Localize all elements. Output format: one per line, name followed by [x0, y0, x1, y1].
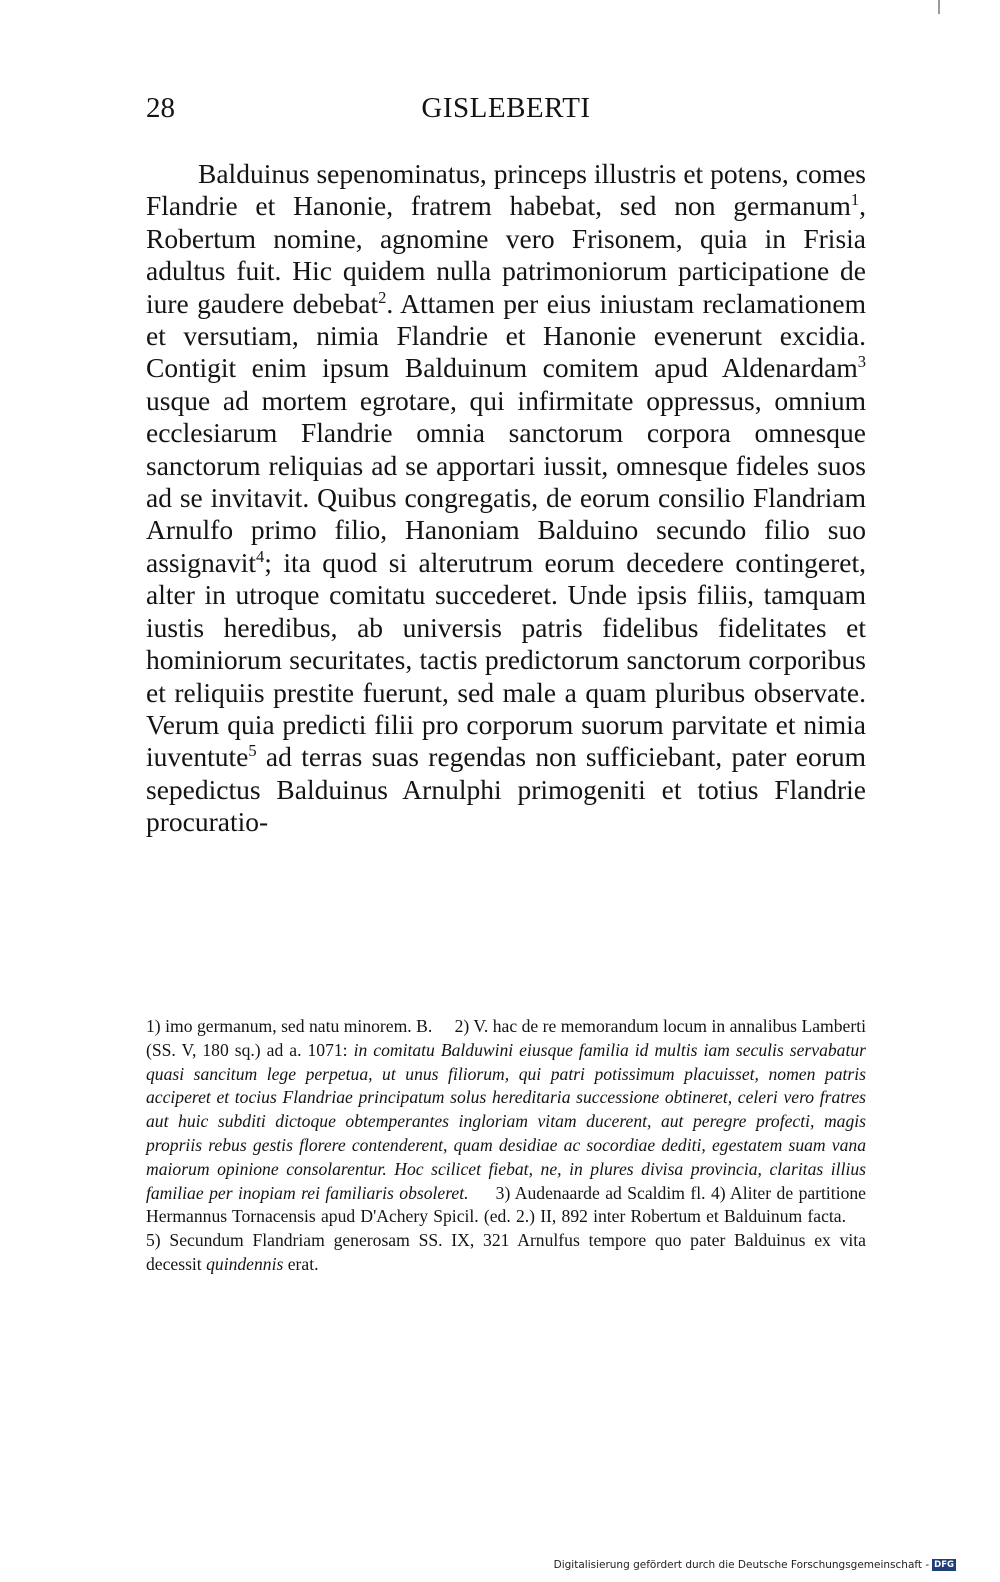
- body-text-segment: ; ita quod si alterutrum eorum decedere contingeret, alter in utroque comitatu succederet. Unde ipsis filiis, tamquam iustis heredibus, ab universis patris fidelibus fidelitates et hominiorum securitates, tactis predictorum sanctorum corporibus et reliquiis prestite fuerunt, sed male a quam pluribus observate. Verum quia predicti filii pro corporum suorum parvitate et nimia iuventute: [146, 546, 866, 773]
- footnote-3: 3) Audenaarde ad Scaldim fl.: [495, 1182, 706, 1203]
- dfg-logo-icon: DFG: [934, 1560, 954, 1570]
- footnote-2-quote: in comitatu Balduwini eiusque familia id multis iam seculis servabatur quasi sancitum lege perpetua, ut unus filiorum, qui patri potissimum placuisset, nomen patris acciperet et tocius Flandriae principatum solus hereditaria successione obtineret, celeri vero fratres aut huic subditi dictoque obtemperantes ingloriam vitam ducerent, aut peregre profecti, magis propriis rebus gestis florere contenderent, quam desidiae ac socordiae dediti, egestatem suam vana maiorum opinione consolarentur. Hoc scilicet fiebat, ne, in plures divisa provincia, claritas illius familiae per inopiam rei familiaris obsoleret.: [146, 1039, 867, 1203]
- digitization-credit: [554, 1557, 956, 1573]
- body-paragraph: [146, 158, 866, 839]
- body-text-segment: ad terras suas regendas non sufficiebant, pater eorum sepedictus Balduinus Arnulphi primogeniti et totius Flandrie procuratio-: [146, 741, 866, 838]
- footnote-5-end: erat.: [287, 1253, 319, 1274]
- footnotes: [146, 1015, 866, 1277]
- body-text-segment: . Attamen per eius iniustam reclamationem et versutiam, nimia Flandrie et Hanonie evenerunt excidia. Contigit enim ipsum Balduinum comitem apud Aldenardam: [146, 287, 866, 384]
- footnote-ref-5: 5: [248, 741, 257, 761]
- body-text-segment: , Robertum nomine, agnomine vero Frisonem, quia in Frisia adultus fuit. Hic quidem nulla patrimoniorum participatione de iure gaudere debebat: [146, 190, 866, 319]
- footnote-ref-3: 3: [857, 352, 866, 372]
- footnote-1: 1) imo germanum, sed natu minorem. B.: [146, 1016, 433, 1036]
- footnote-ref-4: 4: [256, 546, 265, 566]
- footnote-2-intro: 2) V. hac de re memorandum locum in annalibus Lamberti (SS. V, 180 sq.) ad a. 1071:: [146, 1016, 866, 1060]
- page-number: 28: [146, 92, 175, 124]
- main-text: [146, 158, 866, 839]
- body-text-segment: Balduinus sepenominatus, princeps illustris et potens, comes Flandrie et Hanonie, fratrem habebat, sed non germanum: [146, 158, 866, 222]
- credit-text: Digitalisierung gefördert durch die Deutsche Forschungsgemeinschaft -: [553, 1559, 930, 1571]
- footnote-block: [146, 1015, 866, 1277]
- footnote-4: 4) Aliter de partitione Hermannus Tornacensis apud D'Achery Spicil. (ed. 2.) II, 892 inter Robertum et Balduinum facta.: [146, 1182, 866, 1227]
- page-header: [146, 88, 866, 132]
- running-title: GISLEBERTI: [421, 92, 591, 124]
- footnote-5-italic: quindennis: [206, 1253, 284, 1274]
- scan-edge-mark: [938, 0, 940, 14]
- body-text-segment: usque ad mortem egrotare, qui infirmitate oppressus, omnium ecclesiarum Flandrie omnia sanctorum corpora omnesque sanctorum reliquias ad se apportari iussit, omnesque fideles suos ad se invitavit. Quibus congregatis, de eorum consilio Flandriam Arnulfo primo filio, Hanoniam Balduino secundo filio suo assignavit: [146, 384, 866, 578]
- footnote-5: 5) Secundum Flandriam generosam SS. IX, 321 Arnulfus tempore quo pater Balduinus ex vita decessit: [146, 1230, 866, 1274]
- footnote-ref-1: 1: [850, 190, 860, 210]
- footnote-ref-2: 2: [378, 287, 387, 307]
